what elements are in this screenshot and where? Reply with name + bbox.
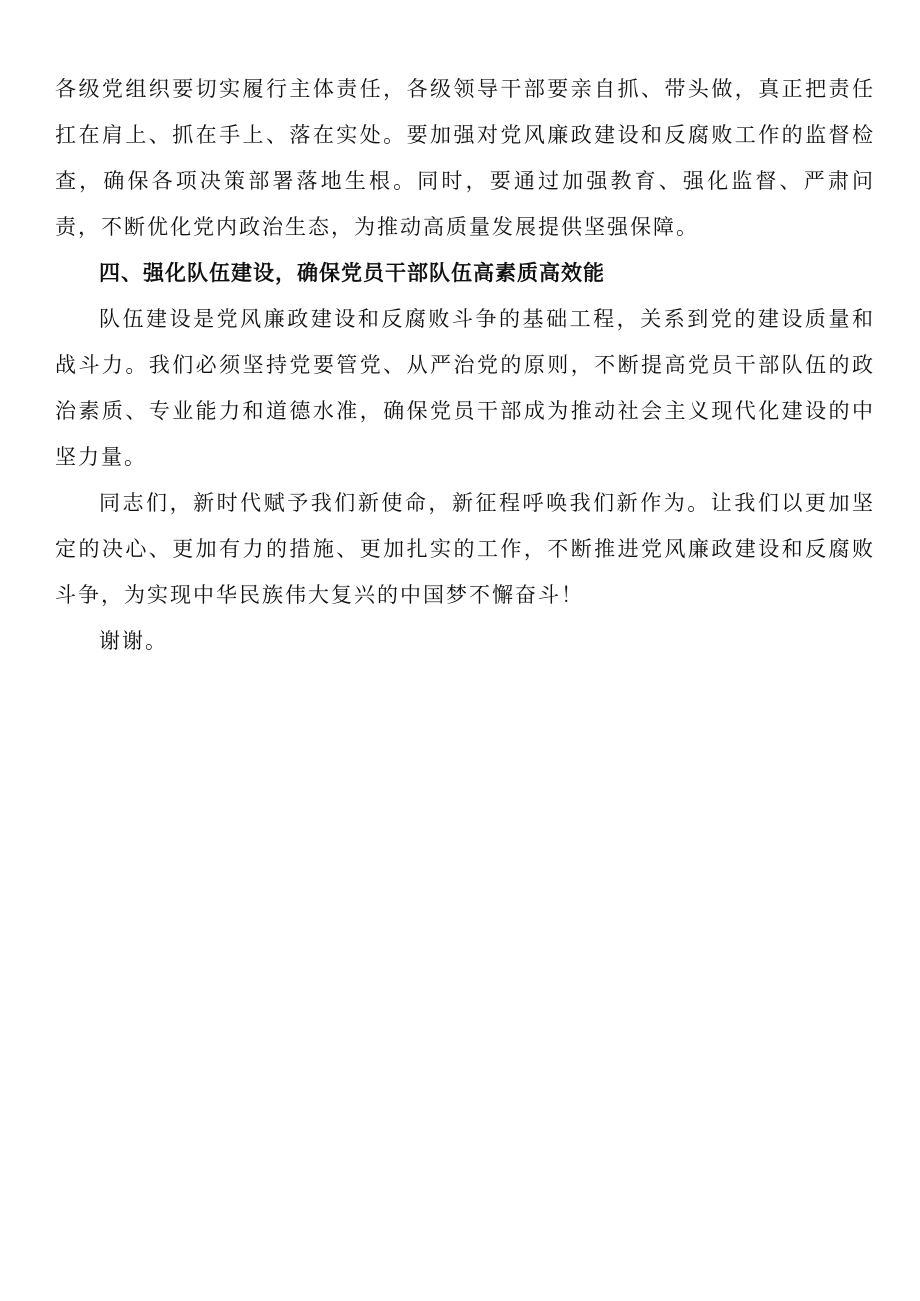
paragraph-continued: 各级党组织要切实履行主体责任，各级领导干部要亲自抓、带头做，真正把责任扛在肩上、抓在手上、落在实处。要加强对党风廉政建设和反腐败工作的监督检查，确保各项决策部署落地生根。同时，要通过加强教育、强化监督、严肃问责，不断优化党内政治生态，为推动高质量发展提供坚强保障。 bbox=[55, 77, 875, 239]
paragraph-conclusion: 同志们，新时代赋予我们新使命，新征程呼唤我们新作为。让我们以更加坚定的决心、更加有力的措施、更加扎实的工作，不断推进党风廉政建设和反腐败斗争，为实现中华民族伟大复兴的中国梦不懈奋斗！ bbox=[55, 491, 875, 607]
paragraph-team-building: 队伍建设是党风廉政建设和反腐败斗争的基础工程，关系到党的建设质量和战斗力。我们必须坚持党要管党、从严治党的原则，不断提高党员干部队伍的政治素质、专业能力和道德水准，确保党员干部成为推动社会主义现代化建设的中坚力量。 bbox=[55, 307, 875, 469]
document-body bbox=[55, 66, 875, 664]
section-heading: 四、强化队伍建设，确保党员干部队伍高素质高效能 bbox=[99, 261, 605, 285]
closing-thanks: 谢谢。 bbox=[99, 629, 168, 653]
